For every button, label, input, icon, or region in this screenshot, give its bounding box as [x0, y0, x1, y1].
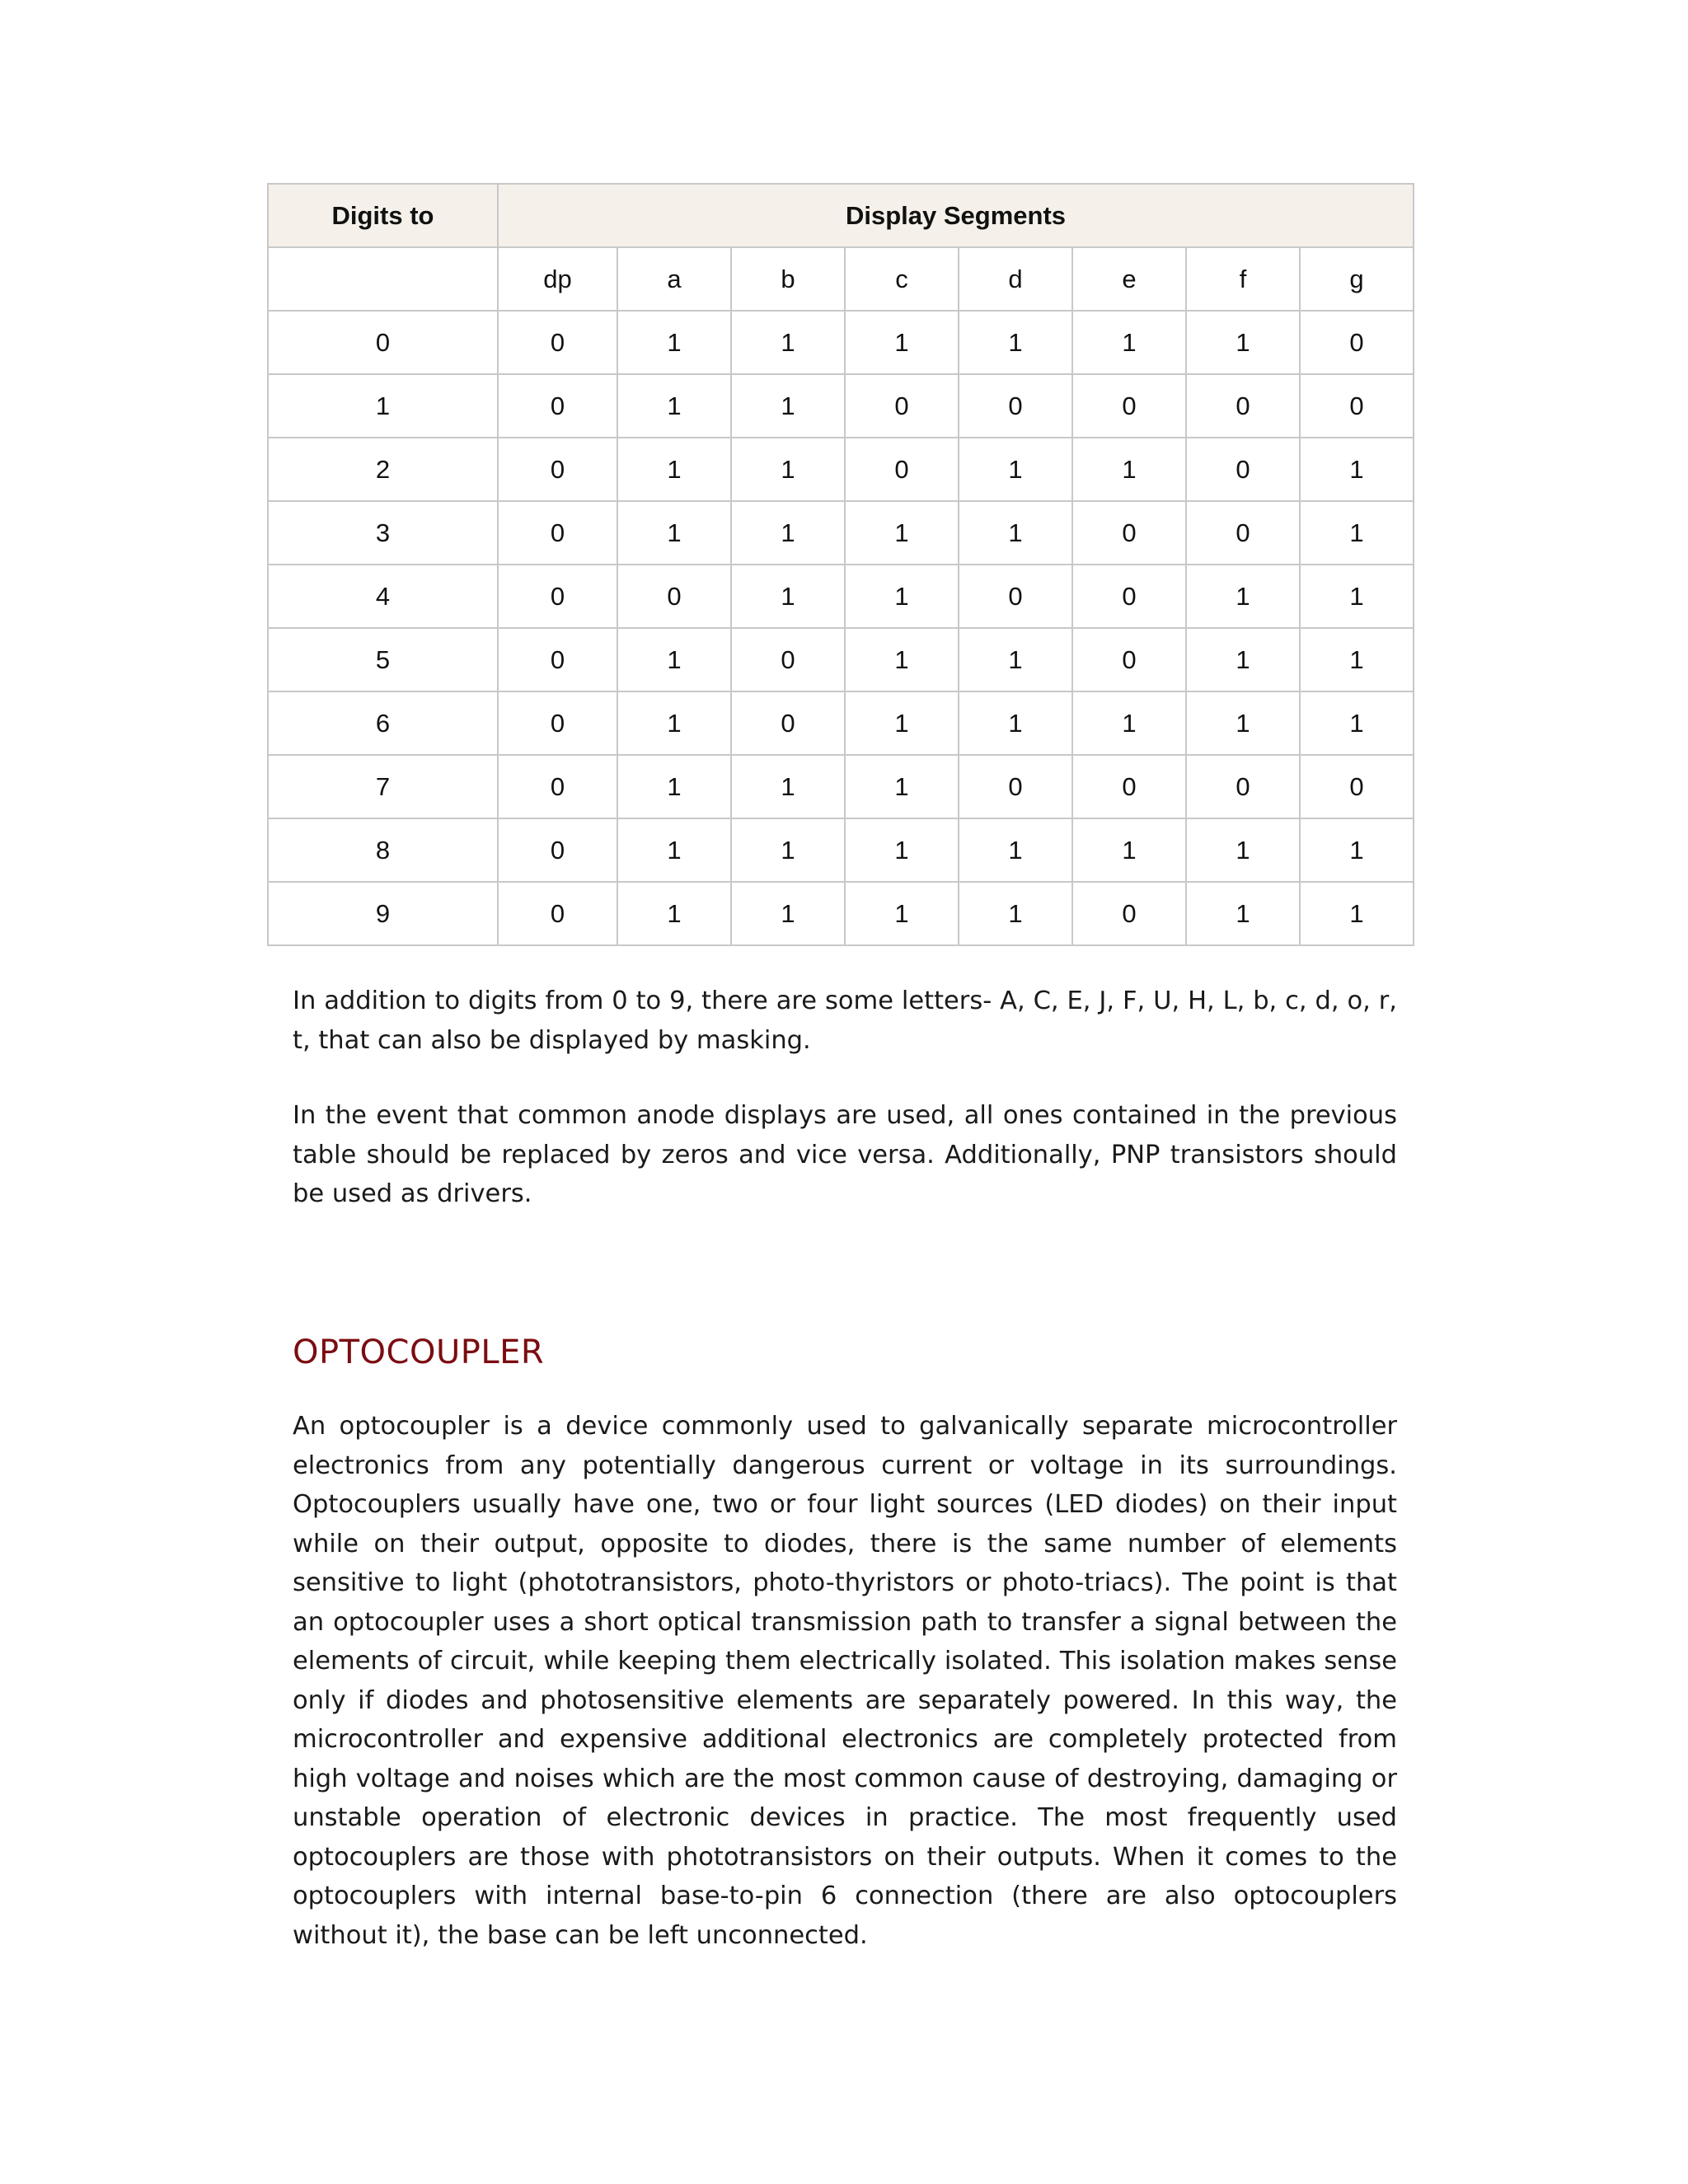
segment-value-cell: 1 — [1072, 691, 1186, 755]
segment-label-row — [268, 247, 1414, 311]
segment-value-cell: 1 — [617, 691, 731, 755]
segment-value-cell: 1 — [1300, 818, 1414, 882]
segment-value-cell: 1 — [731, 755, 845, 818]
digit-cell: 7 — [268, 755, 498, 818]
segment-value-cell: 1 — [731, 565, 845, 628]
digits-header: Digits to — [268, 184, 498, 247]
segment-value-cell: 1 — [1300, 565, 1414, 628]
table-row — [268, 565, 1414, 628]
segment-value-cell: 0 — [959, 755, 1072, 818]
segment-value-cell: 1 — [1300, 691, 1414, 755]
segment-value-cell: 0 — [1072, 565, 1186, 628]
segment-value-cell: 1 — [959, 818, 1072, 882]
segment-value-cell: 0 — [731, 628, 845, 691]
segment-value-cell: 1 — [959, 882, 1072, 945]
segment-value-cell: 1 — [1072, 438, 1186, 501]
segment-value-cell: 0 — [617, 565, 731, 628]
segment-value-cell: 1 — [1186, 565, 1300, 628]
segment-value-cell: 1 — [959, 438, 1072, 501]
segment-value-cell: 1 — [731, 374, 845, 438]
segment-value-cell: 0 — [1072, 882, 1186, 945]
segment-label: g — [1300, 247, 1414, 311]
segment-value-cell: 0 — [1072, 374, 1186, 438]
segment-value-cell: 0 — [1072, 755, 1186, 818]
segment-value-cell: 1 — [731, 818, 845, 882]
digit-cell: 4 — [268, 565, 498, 628]
segment-label: a — [617, 247, 731, 311]
digit-cell: 0 — [268, 311, 498, 374]
table-row — [268, 818, 1414, 882]
segment-value-cell: 1 — [845, 755, 959, 818]
segment-value-cell: 0 — [845, 374, 959, 438]
segment-label: c — [845, 247, 959, 311]
segment-value-cell: 1 — [1300, 882, 1414, 945]
digit-cell: 5 — [268, 628, 498, 691]
table-row — [268, 374, 1414, 438]
segment-value-cell: 0 — [498, 311, 617, 374]
segment-value-cell: 1 — [1186, 691, 1300, 755]
segment-label: dp — [498, 247, 617, 311]
segment-value-cell: 1 — [959, 628, 1072, 691]
segment-value-cell: 0 — [1300, 311, 1414, 374]
segment-value-cell: 0 — [498, 374, 617, 438]
segment-value-cell: 1 — [845, 501, 959, 565]
segment-value-cell: 0 — [498, 818, 617, 882]
segment-value-cell: 1 — [845, 565, 959, 628]
segment-value-cell: 0 — [498, 438, 617, 501]
table-row — [268, 311, 1414, 374]
segment-value-cell: 0 — [498, 882, 617, 945]
segment-value-cell: 0 — [1186, 501, 1300, 565]
segment-value-cell: 0 — [1072, 501, 1186, 565]
segment-value-cell: 0 — [498, 755, 617, 818]
segment-value-cell: 1 — [845, 628, 959, 691]
segment-value-cell: 0 — [959, 374, 1072, 438]
table-body — [268, 247, 1414, 945]
digit-cell: 2 — [268, 438, 498, 501]
segment-value-cell: 1 — [617, 501, 731, 565]
table-row — [268, 628, 1414, 691]
segment-value-cell: 0 — [1186, 755, 1300, 818]
segment-label: e — [1072, 247, 1186, 311]
letters-paragraph: In addition to digits from 0 to 9, there are some letters- A, C, E, J, F, U, H, L, b, c, d, o, r, t, that can also be displayed by masking. — [293, 987, 1397, 1055]
segment-truth-table — [267, 183, 1414, 946]
segment-value-cell: 1 — [959, 311, 1072, 374]
digit-cell: 3 — [268, 501, 498, 565]
segment-label: d — [959, 247, 1072, 311]
segment-label: b — [731, 247, 845, 311]
segment-value-cell: 1 — [617, 882, 731, 945]
segment-value-cell: 0 — [498, 501, 617, 565]
segment-value-cell: 1 — [617, 628, 731, 691]
segment-value-cell: 1 — [959, 501, 1072, 565]
empty-cell — [268, 247, 498, 311]
segment-value-cell: 1 — [845, 311, 959, 374]
table-header-row — [268, 184, 1414, 247]
digit-cell: 8 — [268, 818, 498, 882]
segment-value-cell: 1 — [731, 501, 845, 565]
segment-value-cell: 0 — [498, 691, 617, 755]
segment-value-cell: 0 — [959, 565, 1072, 628]
segment-value-cell: 1 — [1186, 311, 1300, 374]
segment-value-cell: 1 — [731, 882, 845, 945]
table-row — [268, 691, 1414, 755]
digit-cell: 1 — [268, 374, 498, 438]
segment-value-cell: 0 — [498, 565, 617, 628]
segment-value-cell: 0 — [1186, 374, 1300, 438]
segment-value-cell: 1 — [959, 691, 1072, 755]
table-row — [268, 882, 1414, 945]
segment-label: f — [1186, 247, 1300, 311]
section-heading-optocoupler: OPTOCOUPLER — [293, 1333, 545, 1371]
segment-value-cell: 0 — [498, 628, 617, 691]
segment-value-cell: 1 — [1186, 818, 1300, 882]
segment-value-cell: 1 — [1186, 882, 1300, 945]
segment-value-cell: 0 — [1300, 755, 1414, 818]
segment-value-cell: 1 — [1072, 311, 1186, 374]
table-row — [268, 438, 1414, 501]
common-anode-paragraph: In the event that common anode displays are used, all ones contained in the previous table should be replaced by zeros and vice versa. Additionally, PNP transistors should be used as drivers. — [293, 1101, 1397, 1208]
table-row — [268, 501, 1414, 565]
segment-value-cell: 1 — [1300, 628, 1414, 691]
segment-value-cell: 0 — [845, 438, 959, 501]
digit-cell: 6 — [268, 691, 498, 755]
digit-cell: 9 — [268, 882, 498, 945]
segment-value-cell: 1 — [617, 818, 731, 882]
segment-value-cell: 1 — [731, 311, 845, 374]
segment-value-cell: 0 — [1072, 628, 1186, 691]
segment-value-cell: 1 — [617, 374, 731, 438]
segment-value-cell: 1 — [845, 882, 959, 945]
segment-value-cell: 1 — [1186, 628, 1300, 691]
segment-value-cell: 0 — [731, 691, 845, 755]
segment-value-cell: 1 — [845, 818, 959, 882]
segment-value-cell: 1 — [1300, 438, 1414, 501]
segment-value-cell: 0 — [1186, 438, 1300, 501]
segment-value-cell: 1 — [617, 755, 731, 818]
segment-value-cell: 1 — [617, 438, 731, 501]
segment-value-cell: 1 — [1300, 501, 1414, 565]
display-segments-header: Display Segments — [498, 184, 1414, 247]
segment-value-cell: 1 — [1072, 818, 1186, 882]
segment-value-cell: 1 — [617, 311, 731, 374]
segment-value-cell: 1 — [845, 691, 959, 755]
segment-value-cell: 1 — [731, 438, 845, 501]
optocoupler-paragraph: An optocoupler is a device commonly used to galvanically separate microcontroller electronics from any potentially dangerous current or voltage in its surroundings. Optocouplers usually have one, two or four light sources (LED diodes) on their input while on their output, opposite to diodes, there is the same number of elements sensitive to light (phototransistors, photo-thyristors or photo-triacs). The point is that an optocoupler uses a short optical transmission path to transfer a signal between the elements of circuit, while keeping them electrically isolated. This isolation makes sense only if diodes and photosensitive elements are separately powered. In this way, the microcontroller and expensive additional electronics are completely protected from high voltage and noises which are the most common cause of destroying, damaging or unstable operation of electronic devices in practice. The most frequently used optocouplers are those with phototransistors on their outputs. When it comes to the optocouplers with internal base-to-pin 6 connection (there are also optocouplers without it), the base can be left unconnected. — [293, 1412, 1397, 1950]
table-row — [268, 755, 1414, 818]
segment-value-cell: 0 — [1300, 374, 1414, 438]
